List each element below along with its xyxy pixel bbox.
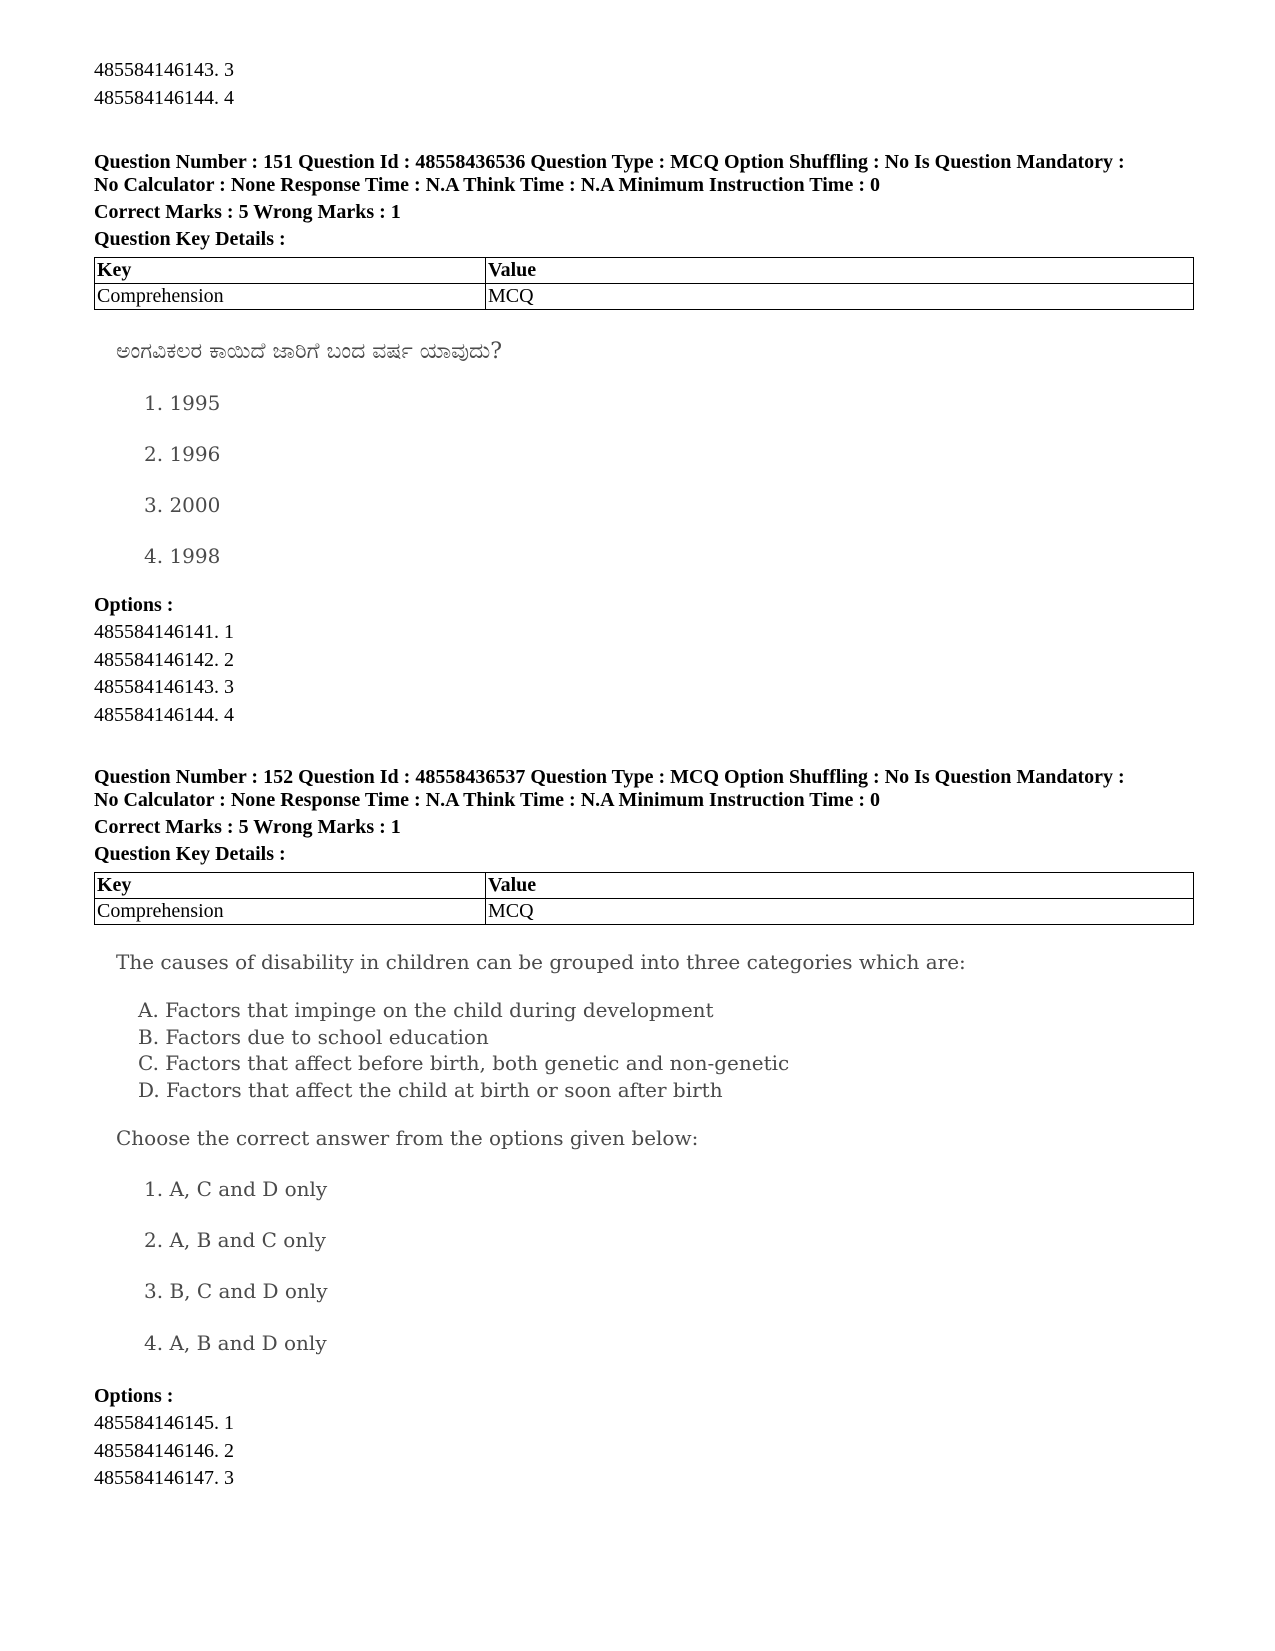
table-header-row [95,873,1194,899]
question-choice: 3. B, C and D only [144,1279,328,1303]
question-statement: A. Factors that impinge on the child during development [138,998,714,1022]
question-choice: 3. 2000 [144,493,221,517]
question-instruction: Choose the correct answer from the options given below: [116,1126,699,1150]
question-header-line2: No Calculator : None Response Time : N.A Think Time : N.A Minimum Instruction Time : 0 [94,174,880,196]
table-row [95,899,1194,925]
question-stem: ಅಂಗವಿಕಲರ ಕಾಯಿದೆ ಜಾರಿಗೆ ಬಂದ ವರ್ಷ ಯಾವುದು? [116,339,503,364]
marks-line: Correct Marks : 5 Wrong Marks : 1 [94,816,401,838]
question-choice: 1. A, C and D only [144,1177,328,1201]
question-header-line1: Question Number : 151 Question Id : 48558436536 Question Type : MCQ Option Shuffling : No Is Question Mandatory : [94,151,1125,173]
question-header-line1: Question Number : 152 Question Id : 48558436537 Question Type : MCQ Option Shuffling : No Is Question Mandatory : [94,766,1125,788]
table-row [95,284,1194,310]
question-image [116,948,966,1373]
table-header-value: Value [486,873,1194,899]
marks-line: Correct Marks : 5 Wrong Marks : 1 [94,201,401,223]
key-details-table [94,872,1194,925]
question-choice: 2. A, B and C only [144,1228,326,1252]
key-details-table [94,257,1194,310]
table-header-key: Key [95,873,486,899]
table-header-row [95,258,1194,284]
table-header-value: Value [486,258,1194,284]
question-choice: 2. 1996 [144,442,221,466]
key-details-label: Question Key Details : [94,843,286,865]
option-line: 485584146143. 3 [94,676,234,698]
question-choice: 4. 1998 [144,544,221,568]
options-label: Options : [94,1385,174,1407]
option-line: 485584146144. 4 [94,87,234,109]
table-cell-value: MCQ [486,899,1194,925]
option-line: 485584146142. 2 [94,649,234,671]
table-cell-key: Comprehension [95,284,486,310]
question-header-line2: No Calculator : None Response Time : N.A Think Time : N.A Minimum Instruction Time : 0 [94,789,880,811]
question-stem: The causes of disability in children can be grouped into three categories which are: [116,950,966,974]
option-line: 485584146141. 1 [94,621,234,643]
options-label: Options : [94,594,174,616]
question-statement: D. Factors that affect the child at birth or soon after birth [138,1078,723,1102]
table-cell-key: Comprehension [95,899,486,925]
table-header-key: Key [95,258,486,284]
option-line: 485584146143. 3 [94,59,234,81]
question-image [116,335,816,595]
option-line: 485584146145. 1 [94,1412,234,1434]
option-line: 485584146144. 4 [94,704,234,726]
table-cell-value: MCQ [486,284,1194,310]
question-choice: 1. 1995 [144,391,221,415]
question-statement: B. Factors due to school education [138,1025,489,1049]
option-line: 485584146146. 2 [94,1440,234,1462]
question-choice: 4. A, B and D only [144,1331,327,1355]
key-details-label: Question Key Details : [94,228,286,250]
question-statement: C. Factors that affect before birth, both genetic and non-genetic [138,1051,790,1075]
option-line: 485584146147. 3 [94,1467,234,1489]
